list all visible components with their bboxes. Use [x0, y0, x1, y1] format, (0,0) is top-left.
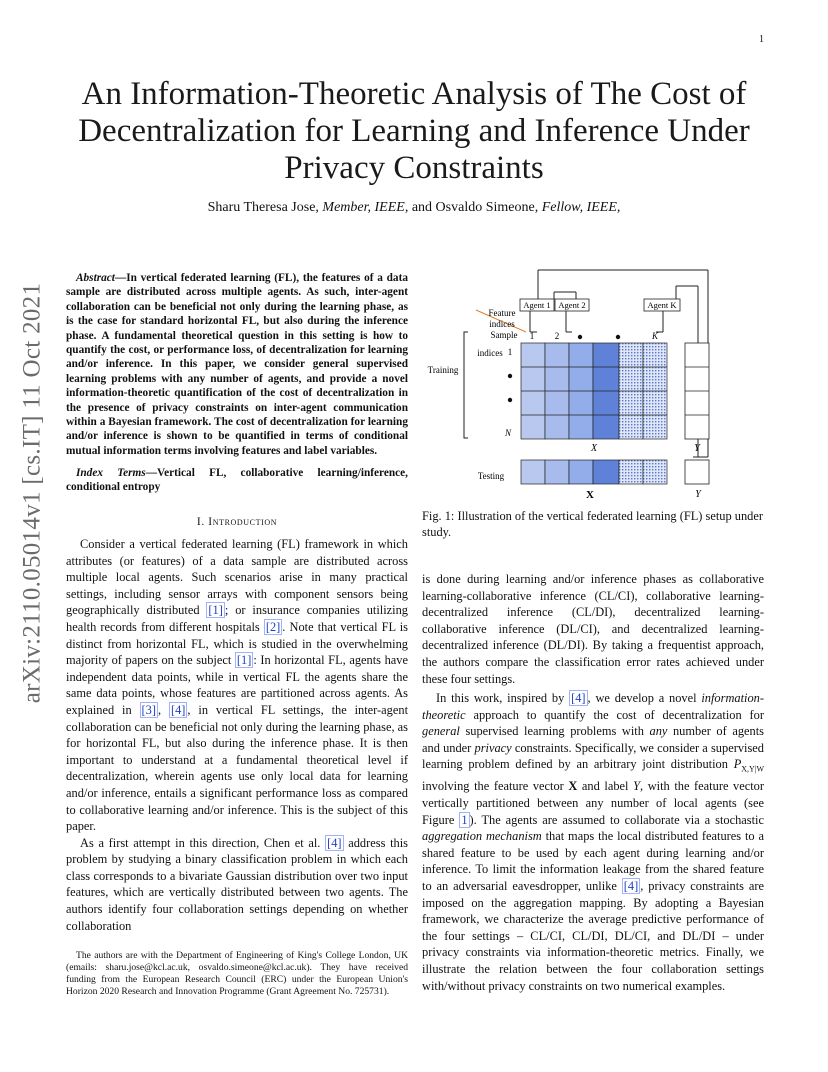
figure-caption: Fig. 1: Illustration of the vertical federated learning (FL) setup under study. [422, 509, 763, 540]
agent-2-label: Agent 2 [558, 300, 586, 310]
training-matrix [521, 343, 667, 439]
figure-link[interactable]: 1 [461, 812, 468, 827]
index-terms-lead: Index Terms [76, 467, 146, 479]
section-heading [66, 516, 408, 528]
citation-link[interactable]: [3] [141, 702, 156, 717]
citation-link[interactable]: [2] [265, 619, 281, 634]
feature-indices-label: indices [489, 319, 515, 329]
citation-link[interactable]: [4] [170, 702, 186, 717]
testing-x-label: X [586, 489, 594, 501]
feature-index-2: 2 [554, 331, 560, 341]
section-title: Introduction [208, 516, 278, 528]
author-connector: and Osvaldo Simeone, [408, 200, 542, 215]
text-run: address this problem by studying a binary classification problem in which each class corresponds to a bivariate Gaussian distribution over two input features, which are vertically distributed between two agents. The authors identify four collaboration settings depending on whether collaboration [66, 835, 408, 933]
text-run: , privacy constraints are imposed on the aggregation mapping. By adopting a Bayesian framework, we characterize the average predictive performance of the four settings – CL/CI, CL/DI, DL/CI, and DL/DI – under privacy constraints via information-theoretic metrics. Finally, we illustrate the relation between the four collaboration settings with/without privacy constraints on two numerical examples. [422, 879, 764, 993]
matrix-y-label: Y [694, 443, 700, 454]
emphasis: general [422, 724, 460, 739]
author-line [60, 200, 768, 216]
text-run: . Note that vertical FL is distinct from horizontal FL, which is studied in the overwhelming majority of papers on the subject [66, 619, 408, 668]
testing-y-label: Y [695, 489, 701, 500]
citation-link[interactable]: [4] [623, 879, 639, 893]
right-body-top [422, 571, 764, 687]
row-index-n: N [504, 428, 512, 438]
text-run: , we develop a novel [587, 691, 702, 705]
training-bracket [464, 332, 468, 438]
text-run: , [158, 702, 169, 717]
text-run: ). The agents are assumed to collaborate via a stochastic [469, 812, 764, 827]
text-run: supervised learning problems with [459, 724, 650, 739]
training-label: Training [427, 365, 459, 375]
text-run: approach to quantify the cost of decentralization for [465, 707, 764, 722]
page-number: 1 [759, 34, 764, 45]
ellipsis-dot [508, 374, 512, 378]
section-number: I. [196, 516, 209, 528]
row-index-1: 1 [507, 347, 513, 357]
author-2-role: Fellow, IEEE, [541, 200, 621, 215]
paper-title: An Information-Theoretic Analysis of The Cost of Decentralization for Learning and Inference Under Privacy Constraints [78, 76, 750, 186]
testing-label: Testing [477, 471, 505, 481]
math-symbol: P [733, 757, 742, 772]
testing-label-box [685, 460, 709, 484]
index-terms [66, 466, 408, 495]
emphasis: any [649, 724, 668, 739]
index-terms-text: —Vertical FL, collaborative learning/inference, conditional entropy [66, 467, 408, 494]
citation-link[interactable]: [1] [208, 603, 223, 618]
sample-label: Sample [490, 330, 518, 340]
arxiv-identifier-text: arXiv:2110.05014v1 [cs.IT] 11 Oct 2021 [18, 282, 45, 703]
text-run: , in vertical FL settings, the inter-agent collaboration can be beneficial not only during the learning phase, as for horizontal FL, but also during the inference phase. It is then important to understand at a fundamental theoretical level if decentralization, wherein agents use only local data for learning and/or inference, entails a significant performance loss as compared to collaborative learning and/or inference. This is the subject of this paper. [66, 702, 409, 834]
left-body [66, 536, 408, 934]
text-run: and label [577, 779, 634, 794]
agent-1-label: Agent 1 [523, 300, 551, 310]
ellipsis-dot [616, 335, 620, 339]
abstract-lead: Abstract [76, 272, 115, 284]
agent-boxes [520, 299, 680, 311]
feature-label: Feature [488, 308, 516, 318]
ellipsis-dot [508, 398, 512, 402]
author-1-role: Member, IEEE, [322, 200, 409, 215]
emphasis: aggregation mechanism [422, 829, 542, 844]
paragraph [66, 536, 408, 835]
text-run: involving the feature vector [422, 779, 569, 794]
text-run: number of agents and under [422, 724, 764, 755]
arxiv-identifier [2, 282, 62, 703]
matrix-x-label: X [590, 443, 598, 454]
right-body-bottom [422, 690, 764, 994]
emphasis: information-theoretic [422, 691, 764, 722]
testing-row [521, 460, 667, 484]
abstract-text: —In vertical federated learning (FL), the features of a data sample are distributed across multiple agents. As such, inter-agent collaboration can be beneficial not only during the learning phase, as is the case for standard horizontal FL, but also during the inference phase. A fundamental theoretical question in this setting is how to quantify the cost, or performance loss, of decentralization for learning and/or inference. In this paper, we consider general supervised learning problems with any number of agents, and provide a novel information-theoretic quantification of the cost of decentralization in the presence of privacy constraints on inter-agent communication within a Bayesian framework. The cost of decentralization for learning and/or inference is shown to be quantified in terms of conditional mutual information terms involving features and label variables. [66, 272, 408, 457]
math-vector: X [568, 779, 578, 794]
paragraph [66, 835, 408, 935]
text-run: : In horizontal FL, agents have independent data points, while in vertical FL the agents share the same data points, whose features are partitioned across agents. As explained in [66, 653, 408, 717]
author-1: Sharu Theresa Jose, [207, 200, 323, 215]
text-run: Consider a vertical federated learning (FL) framework in which attributes (or features) of a data sample are distributed across multiple local agents. Such scenarios arise in many practical settings, including sensor arrays with component sensors being geographically distributed [66, 537, 408, 618]
agent-k-label: Agent K [647, 300, 677, 310]
paragraph: is done during learning and/or inference phases as collaborative learning-collaborative inference (CL/CI), collaborative learning-decentralized inference (CL/DI), decentralized learning-collaborative inference (DL/CI), and decentralized learning-decentralized inference (DL/DI). By taking a frequentist approach, the authors compare the classification error rates achieved under these four settings. [422, 572, 764, 686]
emphasis: privacy [474, 740, 512, 755]
text-run: As a first attempt in this direction, Chen et al. [80, 835, 326, 850]
text-run: ; or insurance companies utilizing health records from different hospitals [66, 603, 408, 634]
text-run: , with the feature vector vertically partitioned between any number of local agents (see Figure [422, 779, 764, 827]
citation-link[interactable]: [1] [236, 653, 252, 668]
feature-index-k: K [651, 331, 659, 341]
abstract [66, 271, 408, 458]
figure-1 [418, 262, 768, 507]
math-subscript: X,Y|W [741, 764, 764, 774]
fl-setup-diagram [418, 262, 768, 507]
citation-link[interactable]: [4] [571, 691, 586, 705]
math-symbol: Y [633, 779, 640, 794]
text-run: that maps the local distributed features to a shared feature to be used by each agent during learning and/or inference. To limit the information leakage from the shared feature to an adversarial eavesdropper, unlike [422, 829, 764, 893]
paragraph [422, 690, 764, 994]
sample-indices-label: indices [477, 348, 503, 358]
feature-index-1: 1 [529, 331, 535, 341]
footnote: The authors are with the Department of Engineering of King's College London, UK (emails: sharu.jose@kcl.ac.uk, osvaldo.simeone@kcl.ac.uk). They have received funding from the European Research Council (ERC) under the European Union's Horizon 2020 Research and Innovation Programme (Grant Agreement No. 725731). [66, 950, 408, 997]
text-run: constraints. Specifically, we consider a supervised learning problem defined by an arbitrary joint distribution [422, 740, 764, 772]
text-run: In this work, inspired by [436, 691, 570, 705]
citation-link[interactable]: [4] [327, 835, 342, 850]
ellipsis-dot [578, 335, 582, 339]
